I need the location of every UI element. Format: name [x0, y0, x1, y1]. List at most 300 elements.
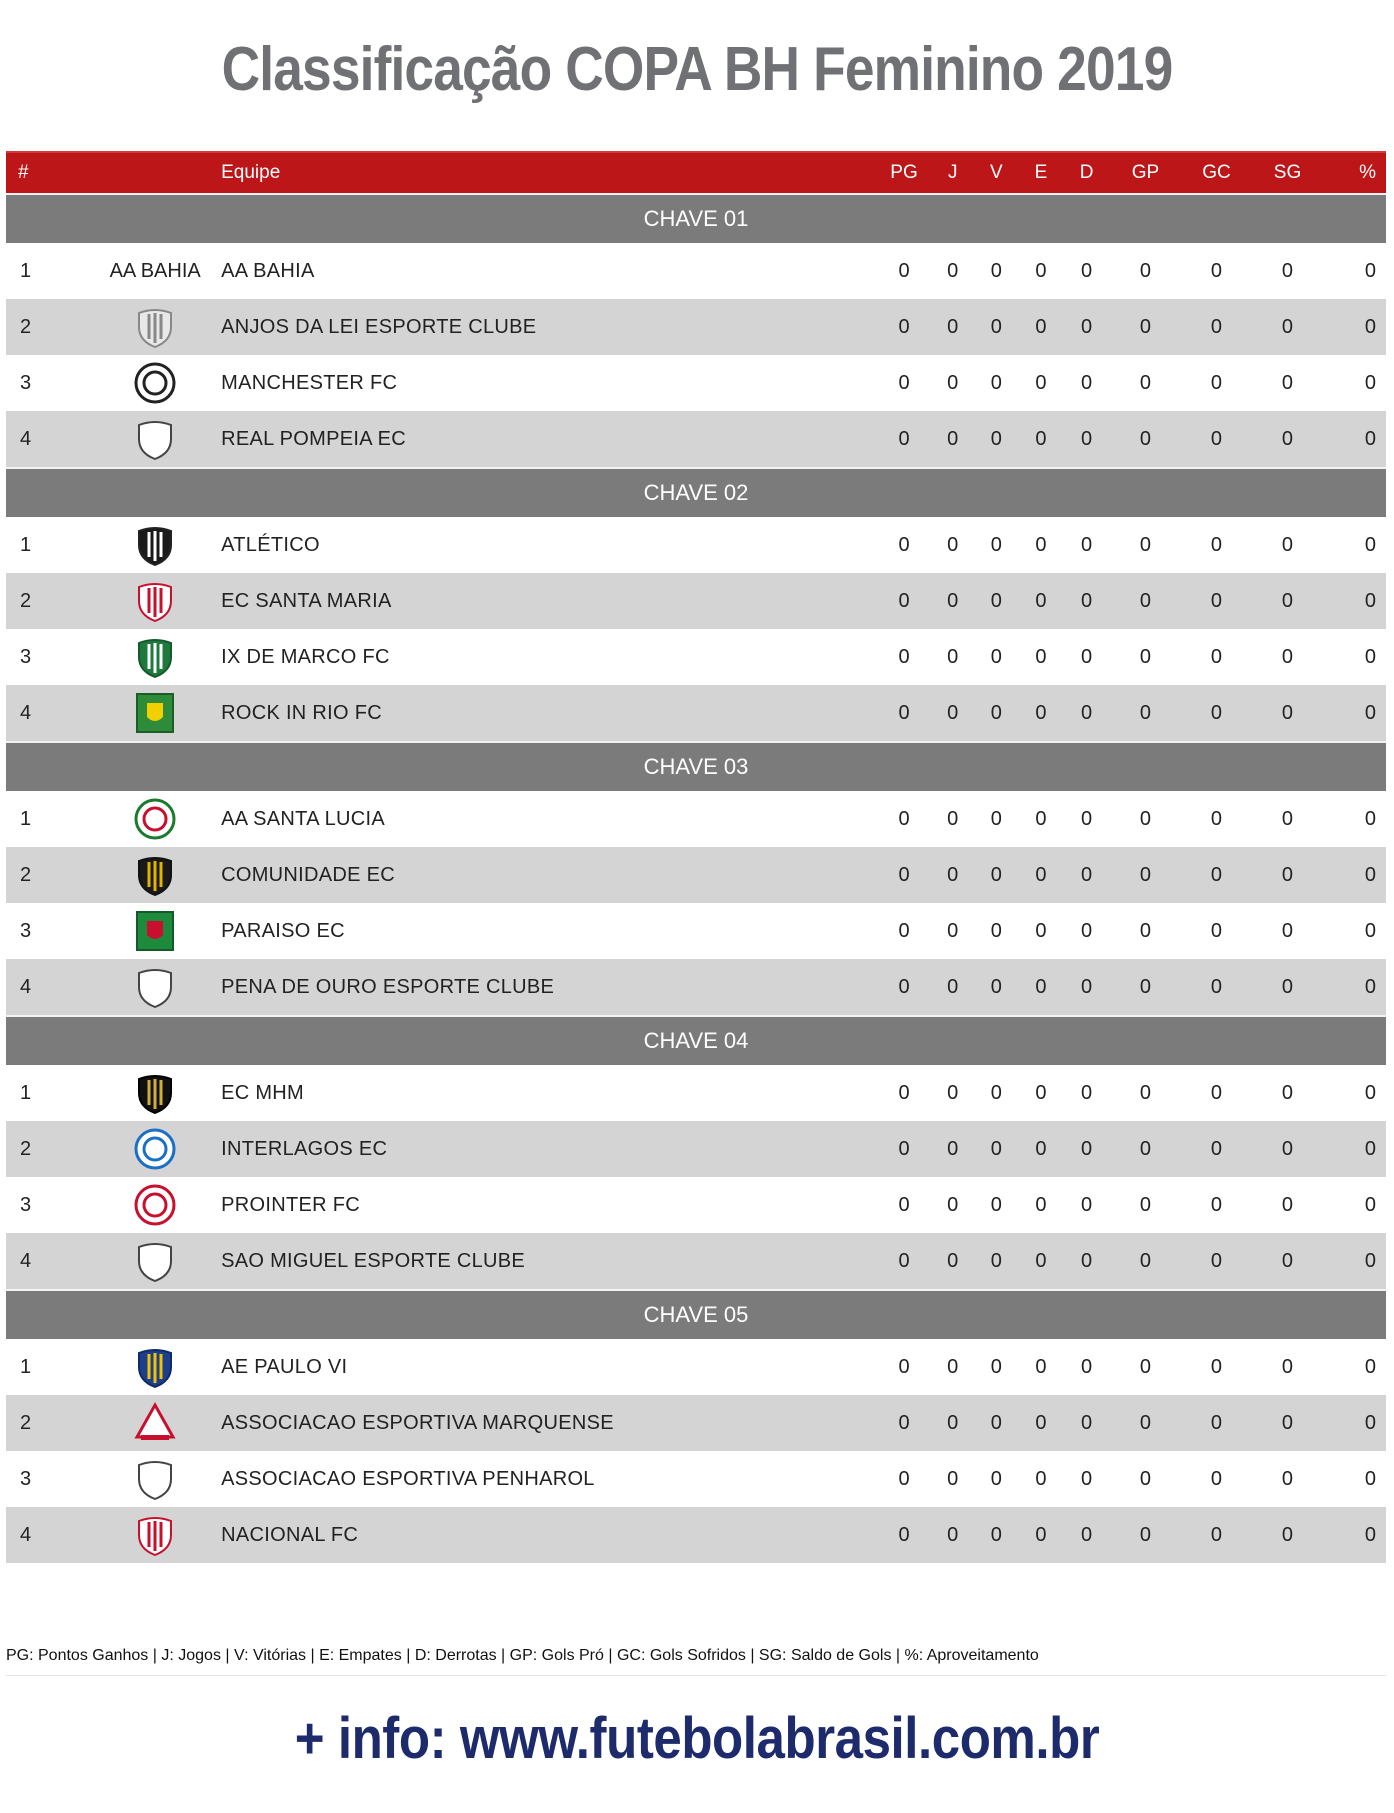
- stat-pg: 0: [877, 1507, 932, 1563]
- stat-pg: 0: [877, 685, 932, 742]
- stat-v: 0: [974, 411, 1019, 468]
- group-row: [6, 1290, 1386, 1339]
- yellow-black-shield-icon: [133, 853, 177, 897]
- header-gp: GP: [1131, 162, 1160, 183]
- stat-e: 0: [1019, 1177, 1064, 1233]
- team-name: EC MHM: [221, 1065, 877, 1121]
- stat-d: 0: [1063, 1121, 1110, 1177]
- stat-pg: 0: [877, 1451, 932, 1507]
- team-logo: [89, 517, 221, 573]
- stat-gc: 0: [1181, 299, 1252, 355]
- stat-gp: 0: [1110, 1339, 1181, 1395]
- stat-d: 0: [1063, 685, 1110, 742]
- group-title: CHAVE 04: [6, 1016, 1386, 1065]
- table-row: [6, 959, 1386, 1016]
- red-triangle-badge-icon: [133, 1401, 177, 1445]
- stat-sg: 0: [1252, 355, 1323, 411]
- footer-link[interactable]: + info: www.futebolabrasil.com.br: [294, 1706, 1100, 1771]
- stat-v: 0: [974, 959, 1019, 1016]
- blank-shield-icon: [133, 1239, 177, 1283]
- team-name: PARAISO EC: [221, 903, 877, 959]
- stat-v: 0: [974, 243, 1019, 299]
- stat-j: 0: [931, 1395, 974, 1451]
- stat-sg: 0: [1252, 1177, 1323, 1233]
- stat-v: 0: [974, 685, 1019, 742]
- round-badge-icon: [133, 361, 177, 405]
- stats-legend: PG: Pontos Ganhos | J: Jogos | V: Vitórias | E: Empates | D: Derrotas | GP: Gols Pró | GC: Gols Sofridos | SG: Saldo de Gols | %: Aproveitamento: [6, 1647, 1386, 1676]
- team-name: ASSOCIACAO ESPORTIVA MARQUENSE: [221, 1395, 877, 1451]
- group-title: CHAVE 05: [6, 1290, 1386, 1339]
- stat-j: 0: [931, 1451, 974, 1507]
- table-row: [6, 1451, 1386, 1507]
- team-rank: 3: [6, 355, 89, 411]
- table-row: [6, 685, 1386, 742]
- stat-pct: 0: [1323, 1121, 1386, 1177]
- stat-pg: 0: [877, 959, 932, 1016]
- team-name: PROINTER FC: [221, 1177, 877, 1233]
- stat-v: 0: [974, 1065, 1019, 1121]
- stat-gp: 0: [1110, 1177, 1181, 1233]
- stat-gc: 0: [1181, 959, 1252, 1016]
- team-rank: 1: [6, 243, 89, 299]
- group-row: [6, 468, 1386, 517]
- team-name: ROCK IN RIO FC: [221, 685, 877, 742]
- stat-v: 0: [974, 1395, 1019, 1451]
- stat-e: 0: [1019, 847, 1064, 903]
- stat-pg: 0: [877, 243, 932, 299]
- stat-d: 0: [1063, 903, 1110, 959]
- stat-gp: 0: [1110, 1233, 1181, 1290]
- team-logo: [89, 1451, 221, 1507]
- stat-d: 0: [1063, 1233, 1110, 1290]
- stat-gp: 0: [1110, 411, 1181, 468]
- standings-table: [6, 151, 1386, 1563]
- stat-e: 0: [1019, 243, 1064, 299]
- stat-gp: 0: [1110, 685, 1181, 742]
- stat-d: 0: [1063, 959, 1110, 1016]
- stat-gc: 0: [1181, 685, 1252, 742]
- team-logo: [89, 847, 221, 903]
- stat-e: 0: [1019, 411, 1064, 468]
- team-logo: [89, 411, 221, 468]
- header-e: E: [1034, 162, 1048, 183]
- stat-pg: 0: [877, 573, 932, 629]
- team-name: ASSOCIACAO ESPORTIVA PENHAROL: [221, 1451, 877, 1507]
- group-title: CHAVE 01: [6, 194, 1386, 243]
- stat-pct: 0: [1323, 1177, 1386, 1233]
- team-name: ATLÉTICO: [221, 517, 877, 573]
- stat-gc: 0: [1181, 1177, 1252, 1233]
- stat-sg: 0: [1252, 573, 1323, 629]
- stat-pct: 0: [1323, 1507, 1386, 1563]
- stat-pct: 0: [1323, 791, 1386, 847]
- stat-gc: 0: [1181, 1233, 1252, 1290]
- stat-sg: 0: [1252, 1507, 1323, 1563]
- stat-j: 0: [931, 573, 974, 629]
- stat-e: 0: [1019, 573, 1064, 629]
- team-logo: [89, 243, 221, 299]
- stat-v: 0: [974, 1177, 1019, 1233]
- stat-sg: 0: [1252, 517, 1323, 573]
- stat-sg: 0: [1252, 1065, 1323, 1121]
- header-pct: %: [1359, 162, 1376, 183]
- group-row: [6, 194, 1386, 243]
- stat-gp: 0: [1110, 791, 1181, 847]
- stat-v: 0: [974, 903, 1019, 959]
- stat-e: 0: [1019, 903, 1064, 959]
- stat-pct: 0: [1323, 847, 1386, 903]
- stat-j: 0: [931, 847, 974, 903]
- stat-gc: 0: [1181, 1451, 1252, 1507]
- team-logo: [89, 355, 221, 411]
- stat-j: 0: [931, 411, 974, 468]
- stat-pct: 0: [1323, 517, 1386, 573]
- team-logo: [89, 1507, 221, 1563]
- blank-shield-icon: [133, 417, 177, 461]
- stat-pct: 0: [1323, 1065, 1386, 1121]
- table-row: [6, 1121, 1386, 1177]
- stat-pg: 0: [877, 791, 932, 847]
- stat-gp: 0: [1110, 959, 1181, 1016]
- page-title: Classificação COPA BH Feminino 2019: [221, 35, 1173, 104]
- group-title: CHAVE 03: [6, 742, 1386, 791]
- red-circle-badge-icon: [133, 1183, 177, 1227]
- stat-v: 0: [974, 1121, 1019, 1177]
- stat-j: 0: [931, 903, 974, 959]
- stat-j: 0: [931, 685, 974, 742]
- stat-gc: 0: [1181, 791, 1252, 847]
- team-logo: [89, 1121, 221, 1177]
- table-row: [6, 1177, 1386, 1233]
- stat-pct: 0: [1323, 1339, 1386, 1395]
- stat-gc: 0: [1181, 573, 1252, 629]
- stat-v: 0: [974, 1233, 1019, 1290]
- red-striped-shield-icon: [133, 579, 177, 623]
- stat-d: 0: [1063, 299, 1110, 355]
- team-name: ANJOS DA LEI ESPORTE CLUBE: [221, 299, 877, 355]
- team-name: PENA DE OURO ESPORTE CLUBE: [221, 959, 877, 1016]
- team-logo: [89, 685, 221, 742]
- stat-gc: 0: [1181, 903, 1252, 959]
- stat-pg: 0: [877, 355, 932, 411]
- team-name: COMUNIDADE EC: [221, 847, 877, 903]
- stat-e: 0: [1019, 1507, 1064, 1563]
- green-red-shield-icon: [133, 909, 177, 953]
- stat-pg: 0: [877, 1395, 932, 1451]
- stat-d: 0: [1063, 847, 1110, 903]
- team-logo: [89, 1339, 221, 1395]
- stat-d: 0: [1063, 517, 1110, 573]
- stat-sg: 0: [1252, 847, 1323, 903]
- stat-sg: 0: [1252, 1451, 1323, 1507]
- table-row: [6, 629, 1386, 685]
- stat-gc: 0: [1181, 1507, 1252, 1563]
- blank-shield-icon: [133, 965, 177, 1009]
- team-rank: 2: [6, 299, 89, 355]
- team-rank: 3: [6, 903, 89, 959]
- table-row: [6, 299, 1386, 355]
- stat-gc: 0: [1181, 517, 1252, 573]
- group-title: CHAVE 02: [6, 468, 1386, 517]
- stat-pg: 0: [877, 1121, 932, 1177]
- stat-v: 0: [974, 791, 1019, 847]
- table-row: [6, 573, 1386, 629]
- table-row: [6, 1339, 1386, 1395]
- stat-j: 0: [931, 355, 974, 411]
- header-v: V: [989, 162, 1003, 183]
- header-team: Equipe: [221, 162, 281, 183]
- stat-gp: 0: [1110, 1395, 1181, 1451]
- stat-gp: 0: [1110, 1507, 1181, 1563]
- stat-j: 0: [931, 1177, 974, 1233]
- winged-crest-icon: [133, 305, 177, 349]
- stat-d: 0: [1063, 573, 1110, 629]
- team-logo: [89, 1233, 221, 1290]
- stat-gp: 0: [1110, 243, 1181, 299]
- stat-sg: 0: [1252, 1121, 1323, 1177]
- team-rank: 4: [6, 685, 89, 742]
- header-logo: [89, 152, 221, 194]
- team-name: AE PAULO VI: [221, 1339, 877, 1395]
- black-gold-shield-icon: [133, 1071, 177, 1115]
- stat-e: 0: [1019, 1065, 1064, 1121]
- stat-v: 0: [974, 1339, 1019, 1395]
- stat-pg: 0: [877, 1177, 932, 1233]
- team-rank: 2: [6, 573, 89, 629]
- stat-e: 0: [1019, 1121, 1064, 1177]
- stat-j: 0: [931, 959, 974, 1016]
- stat-gc: 0: [1181, 411, 1252, 468]
- stat-gc: 0: [1181, 355, 1252, 411]
- team-rank: 1: [6, 1339, 89, 1395]
- stat-d: 0: [1063, 1451, 1110, 1507]
- stat-v: 0: [974, 629, 1019, 685]
- header-rank: #: [18, 162, 29, 183]
- black-striped-shield-icon: [133, 523, 177, 567]
- stat-gc: 0: [1181, 243, 1252, 299]
- stat-j: 0: [931, 791, 974, 847]
- stat-e: 0: [1019, 1451, 1064, 1507]
- stat-gp: 0: [1110, 1065, 1181, 1121]
- stat-d: 0: [1063, 1065, 1110, 1121]
- stat-v: 0: [974, 847, 1019, 903]
- stat-pg: 0: [877, 1339, 932, 1395]
- table-row: [6, 1507, 1386, 1563]
- stat-pg: 0: [877, 1065, 932, 1121]
- stat-d: 0: [1063, 411, 1110, 468]
- team-rank: 3: [6, 629, 89, 685]
- stat-v: 0: [974, 299, 1019, 355]
- stat-pct: 0: [1323, 1233, 1386, 1290]
- stat-sg: 0: [1252, 1395, 1323, 1451]
- stat-gc: 0: [1181, 1395, 1252, 1451]
- stat-pct: 0: [1323, 629, 1386, 685]
- stat-pg: 0: [877, 629, 932, 685]
- stat-j: 0: [931, 1507, 974, 1563]
- table-row: [6, 243, 1386, 299]
- header-j: J: [947, 162, 958, 183]
- team-name: NACIONAL FC: [221, 1507, 877, 1563]
- stat-d: 0: [1063, 1395, 1110, 1451]
- stat-d: 0: [1063, 1339, 1110, 1395]
- stat-pg: 0: [877, 517, 932, 573]
- stat-sg: 0: [1252, 1233, 1323, 1290]
- green-shield-icon: [133, 635, 177, 679]
- stat-e: 0: [1019, 355, 1064, 411]
- group-row: [6, 742, 1386, 791]
- team-rank: 2: [6, 1121, 89, 1177]
- stat-sg: 0: [1252, 299, 1323, 355]
- team-logo: [89, 1065, 221, 1121]
- team-logo: [89, 1177, 221, 1233]
- group-row: [6, 1016, 1386, 1065]
- stat-e: 0: [1019, 1233, 1064, 1290]
- broken-image-icon: AA BAHIA: [109, 259, 201, 282]
- stat-j: 0: [931, 1339, 974, 1395]
- team-rank: 3: [6, 1451, 89, 1507]
- team-name: MANCHESTER FC: [221, 355, 877, 411]
- stat-gp: 0: [1110, 1451, 1181, 1507]
- stat-sg: 0: [1252, 959, 1323, 1016]
- team-rank: 4: [6, 959, 89, 1016]
- stat-j: 0: [931, 517, 974, 573]
- team-rank: 2: [6, 847, 89, 903]
- stat-pct: 0: [1323, 355, 1386, 411]
- team-name: IX DE MARCO FC: [221, 629, 877, 685]
- standings-body: [6, 194, 1386, 1563]
- stat-pg: 0: [877, 847, 932, 903]
- team-rank: 1: [6, 1065, 89, 1121]
- stat-j: 0: [931, 299, 974, 355]
- stat-gc: 0: [1181, 1339, 1252, 1395]
- team-logo: [89, 791, 221, 847]
- stat-gp: 0: [1110, 573, 1181, 629]
- stat-gp: 0: [1110, 847, 1181, 903]
- team-rank: 4: [6, 1507, 89, 1563]
- stat-e: 0: [1019, 959, 1064, 1016]
- green-square-shield-icon: [133, 691, 177, 735]
- stat-d: 0: [1063, 1507, 1110, 1563]
- stat-sg: 0: [1252, 791, 1323, 847]
- stat-pct: 0: [1323, 685, 1386, 742]
- stat-gp: 0: [1110, 355, 1181, 411]
- table-row: [6, 847, 1386, 903]
- team-rank: 1: [6, 517, 89, 573]
- stat-pct: 0: [1323, 573, 1386, 629]
- red-white-striped-shield-icon: [133, 1513, 177, 1557]
- table-row: [6, 903, 1386, 959]
- team-rank: 3: [6, 1177, 89, 1233]
- stat-e: 0: [1019, 1339, 1064, 1395]
- header-gc: GC: [1202, 162, 1231, 183]
- team-logo: [89, 959, 221, 1016]
- stat-pct: 0: [1323, 903, 1386, 959]
- stat-j: 0: [931, 1121, 974, 1177]
- stat-gc: 0: [1181, 1121, 1252, 1177]
- stat-gp: 0: [1110, 517, 1181, 573]
- stat-e: 0: [1019, 299, 1064, 355]
- stat-j: 0: [931, 629, 974, 685]
- stat-d: 0: [1063, 629, 1110, 685]
- table-row: [6, 1065, 1386, 1121]
- team-rank: 2: [6, 1395, 89, 1451]
- stat-pct: 0: [1323, 1395, 1386, 1451]
- team-logo: [89, 629, 221, 685]
- stat-v: 0: [974, 1507, 1019, 1563]
- header-d: D: [1079, 162, 1094, 183]
- table-row: [6, 791, 1386, 847]
- team-name: AA SANTA LUCIA: [221, 791, 877, 847]
- stat-sg: 0: [1252, 411, 1323, 468]
- blue-circle-badge-icon: [133, 1127, 177, 1171]
- stat-gp: 0: [1110, 629, 1181, 685]
- team-rank: 1: [6, 791, 89, 847]
- stat-pg: 0: [877, 411, 932, 468]
- standings-table-container: [6, 151, 1386, 1563]
- stat-j: 0: [931, 243, 974, 299]
- stat-v: 0: [974, 517, 1019, 573]
- team-logo: [89, 903, 221, 959]
- team-logo: [89, 573, 221, 629]
- table-row: [6, 1395, 1386, 1451]
- stat-sg: 0: [1252, 903, 1323, 959]
- stat-pg: 0: [877, 1233, 932, 1290]
- team-name: INTERLAGOS EC: [221, 1121, 877, 1177]
- stat-e: 0: [1019, 517, 1064, 573]
- stat-sg: 0: [1252, 685, 1323, 742]
- stat-d: 0: [1063, 243, 1110, 299]
- stat-sg: 0: [1252, 1339, 1323, 1395]
- stat-d: 0: [1063, 355, 1110, 411]
- stat-sg: 0: [1252, 243, 1323, 299]
- team-name: SAO MIGUEL ESPORTE CLUBE: [221, 1233, 877, 1290]
- stat-pg: 0: [877, 299, 932, 355]
- table-header-row: [6, 152, 1386, 194]
- stat-d: 0: [1063, 1177, 1110, 1233]
- stat-gc: 0: [1181, 1065, 1252, 1121]
- stat-pct: 0: [1323, 243, 1386, 299]
- team-rank: 4: [6, 411, 89, 468]
- stat-v: 0: [974, 1451, 1019, 1507]
- wreath-badge-icon: [133, 797, 177, 841]
- stat-gc: 0: [1181, 847, 1252, 903]
- stat-pct: 0: [1323, 299, 1386, 355]
- table-row: [6, 411, 1386, 468]
- stat-gp: 0: [1110, 1121, 1181, 1177]
- stat-sg: 0: [1252, 629, 1323, 685]
- stat-e: 0: [1019, 1395, 1064, 1451]
- header-sg: SG: [1273, 162, 1302, 183]
- stat-v: 0: [974, 573, 1019, 629]
- stat-pg: 0: [877, 903, 932, 959]
- blue-yellow-shield-icon: [133, 1345, 177, 1389]
- stat-j: 0: [931, 1065, 974, 1121]
- stat-gc: 0: [1181, 629, 1252, 685]
- stat-j: 0: [931, 1233, 974, 1290]
- stat-gp: 0: [1110, 903, 1181, 959]
- team-logo: [89, 299, 221, 355]
- stat-e: 0: [1019, 791, 1064, 847]
- table-row: [6, 355, 1386, 411]
- stat-gp: 0: [1110, 299, 1181, 355]
- team-name: REAL POMPEIA EC: [221, 411, 877, 468]
- table-row: [6, 517, 1386, 573]
- stat-pct: 0: [1323, 959, 1386, 1016]
- table-row: [6, 1233, 1386, 1290]
- stat-e: 0: [1019, 629, 1064, 685]
- team-name: EC SANTA MARIA: [221, 573, 877, 629]
- blank-shield-icon: [133, 1457, 177, 1501]
